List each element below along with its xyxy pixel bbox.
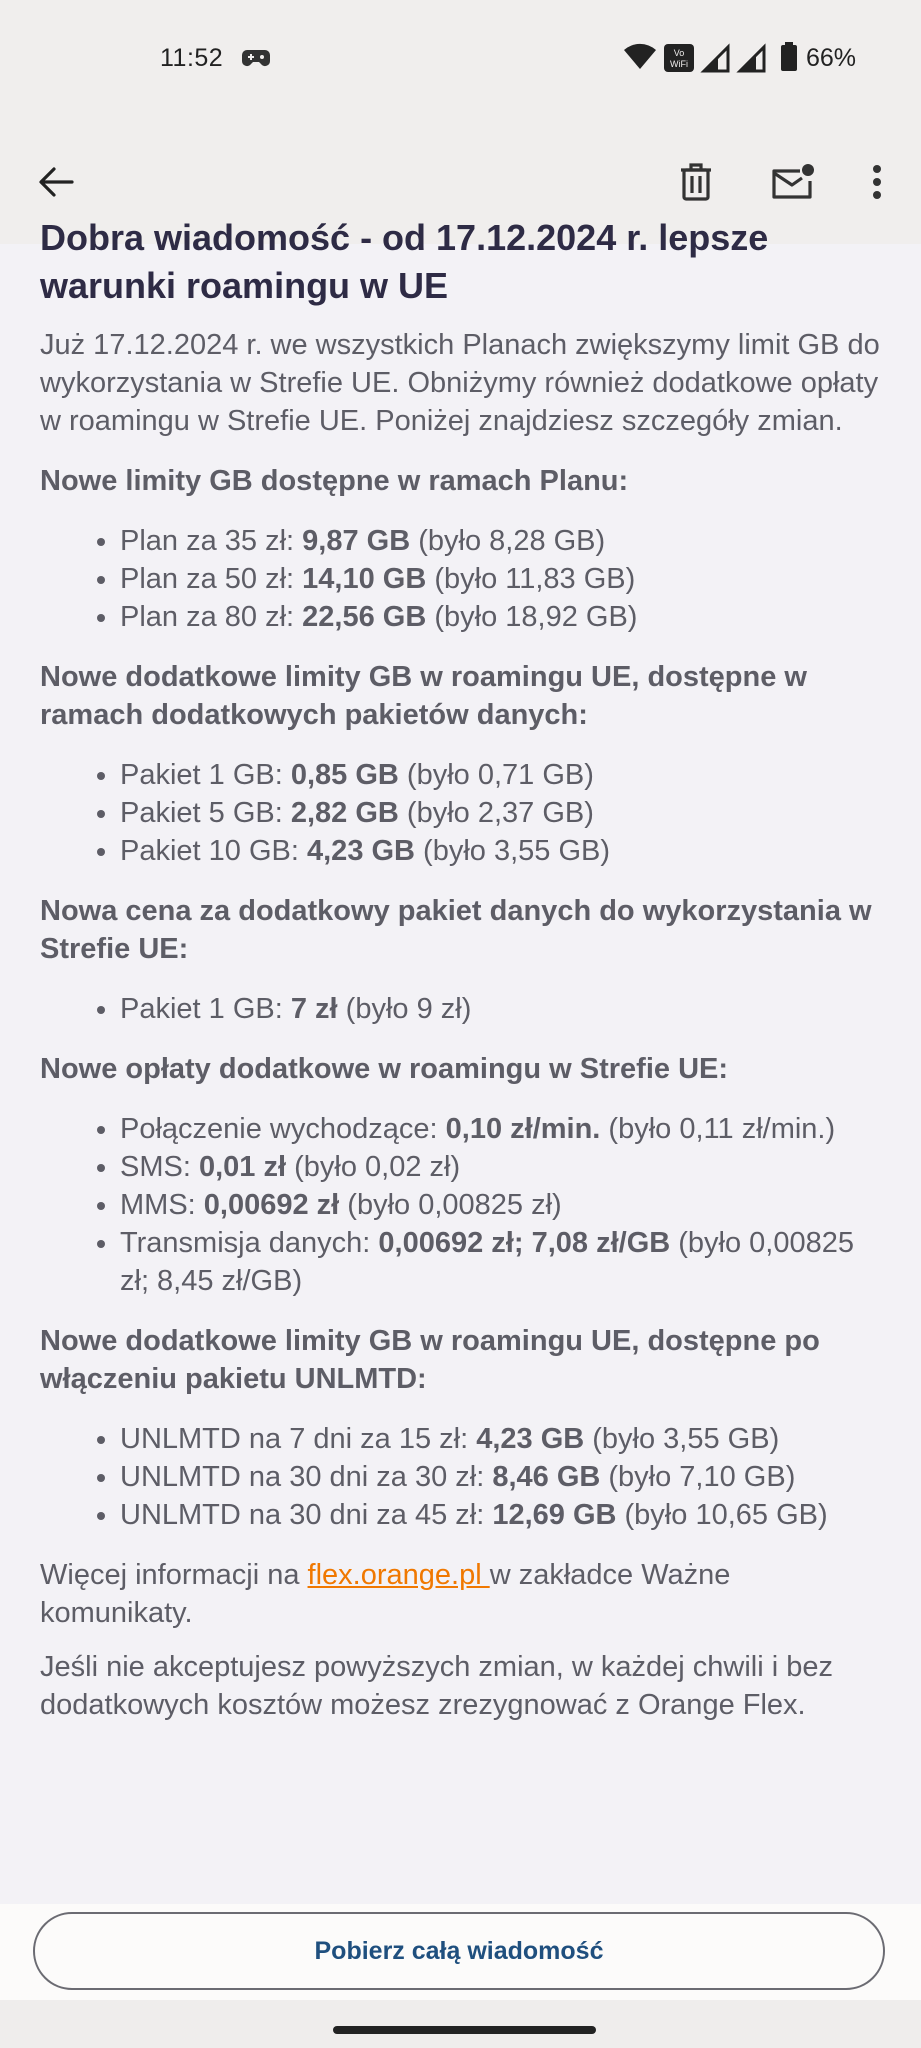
list-item: • Plan za 50 zł: 14,10 GB (było 11,83 GB) [120,560,890,598]
delete-button[interactable] [666,154,726,214]
battery-icon [780,42,798,77]
more-info-paragraph: Więcej informacji na flex.orange.pl w zakładce Ważne komunikaty. [40,1559,731,1629]
arrow-left-icon [38,166,74,203]
list-item: • Pakiet 1 GB: 0,85 GB (było 0,71 GB) [120,756,890,794]
list-item: • UNLMTD na 30 dni za 30 zł: 8,46 GB (było 7,10 GB) [120,1458,890,1496]
back-button[interactable] [26,154,86,214]
gesture-nav-bar [0,2000,921,2048]
section-heading-roaming-fees: Nowe opłaty dodatkowe w roamingu w Strefie UE: [40,1053,729,1085]
list-item: • Transmisja danych: 0,00692 zł; 7,08 zł/GB (było 0,00825 zł; 8,45 zł/GB) [120,1224,890,1300]
vowifi-icon [664,44,694,77]
controller-icon [241,46,271,75]
battery-percent: 66% [806,44,857,72]
section-heading-package-price: Nowa cena za dodatkowy pakiet danych do wykorzystania w Strefie UE: [40,895,872,965]
list-item: • UNLMTD na 7 dni za 15 zł: 4,23 GB (było 3,55 GB) [120,1420,890,1458]
svg-text:Vo: Vo [673,48,685,58]
more-options-button[interactable] [847,154,907,214]
status-time: 11:52 [160,44,224,72]
list-item: • Plan za 80 zł: 22,56 GB (było 18,92 GB) [120,598,890,636]
download-full-message-button[interactable]: Pobierz całą wiadomość [33,1912,885,1990]
mark-unread-button[interactable] [762,154,822,214]
trash-icon [679,163,713,206]
list-item: • UNLMTD na 30 dni za 45 zł: 12,69 GB (było 10,65 GB) [120,1496,890,1534]
signal-icon-1 [702,44,730,77]
email-subject: Dobra wiadomość - od 17.12.2024 r. lepsze warunki roamingu w UE [40,217,769,306]
package-limits-list [40,756,890,870]
section-heading-plan-limits: Nowe limity GB dostępne w ramach Planu: [40,465,629,497]
list-item: • Plan za 35 zł: 9,87 GB (było 8,28 GB) [120,522,890,560]
roaming-fees-list [40,1110,890,1300]
email-outro: Jeśli nie akceptujesz powyższych zmian, w każdej chwili i bez dodatkowych kosztów możesz zrezygnować z Orange Flex. [40,1651,833,1721]
plan-limits-list [40,522,890,636]
flex-orange-link[interactable]: flex.orange.pl [307,1559,490,1591]
section-heading-package-limits: Nowe dodatkowe limity GB w roamingu UE, dostępne w ramach dodatkowych pakietów danych: [40,661,807,731]
list-item: • Pakiet 1 GB: 7 zł (było 9 zł) [120,990,890,1028]
unlmtd-limits-list [40,1420,890,1534]
svg-text:WiFi: WiFi [670,59,688,69]
list-item: • SMS: 0,01 zł (było 0,02 zł) [120,1148,890,1186]
more-vert-icon [872,164,882,205]
list-item: • Pakiet 10 GB: 4,23 GB (było 3,55 GB) [120,832,890,870]
wifi-icon [624,44,656,75]
section-heading-unlmtd-limits: Nowe dodatkowe limity GB w roamingu UE, dostępne po włączeniu pakietu UNLMTD: [40,1325,820,1395]
list-item: • Pakiet 5 GB: 2,82 GB (było 2,37 GB) [120,794,890,832]
package-price-list [40,990,890,1028]
bottom-bar [0,1904,921,2000]
list-item: • Połączenie wychodzące: 0,10 zł/min. (było 0,11 zł/min.) [120,1110,890,1148]
list-item: • MMS: 0,00692 zł (było 0,00825 zł) [120,1186,890,1224]
mail-unread-icon [770,163,814,206]
status-bar [0,0,921,116]
signal-icon-2 [738,44,766,77]
message-body[interactable] [0,217,921,1904]
home-handle[interactable] [333,2026,596,2034]
email-intro: Już 17.12.2024 r. we wszystkich Planach zwiększymy limit GB do wykorzystania w Strefie UE. Obniżymy również dodatkowe opłaty w roamingu w Strefie UE. Poniżej znajdziesz szczegóły zmian. [40,329,880,437]
